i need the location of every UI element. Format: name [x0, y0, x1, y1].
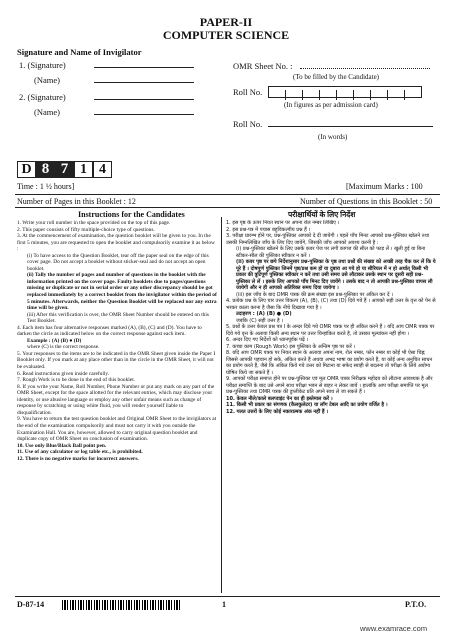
roll-words-line[interactable] [268, 126, 433, 127]
signature-2-label: 2. (Signature) [19, 92, 66, 102]
instr-en-11: 11. Use of any calculator or log table etc., is prohibited. [17, 449, 143, 456]
instr-en-2: 2. This paper consists of fifty multiple-choice type of questions. [17, 226, 155, 233]
instr-en-3: 3. At the commencement of examination, the question booklet will be given to you. In the first 5 minutes, you are requested to open the booklet and compulsorily examine it as below : [17, 233, 215, 253]
instr-hi-6: 6. अन्दर दिए गए निर्देशों को ध्यानपूर्वक पढ़ें । [226, 337, 309, 343]
instr-en-9: 9. You have to return the test question booklet and Original OMR Sheet to the invigilators at the end of the examination compulsorily and must not carry it with you outside the Examination Hall. You are, however, allowed to carry original question booklet and duplicate copy of OMR Sheet on conclusion of examination. [17, 416, 217, 443]
pto-label: P.T.O. [405, 600, 427, 609]
instr-hi-1: 1. इस पृष्ठ के ऊपर नियत स्थान पर अपना रोल नम्बर लिखिए । [226, 220, 340, 226]
instr-en-3ii: (ii) Tally the number of pages and number of questions in the booklet with the information printed on the cover page. Faulty booklets due to pages/questions missing or duplicate or not in serial order or any other discrepancy should be got replaced immediately by a correct booklet from the invigilator within the period of 5 minutes. Afterwards, neither the Question Booklet will be replaced nor any extra time will be given. [27, 272, 217, 312]
signature-2-line [94, 99, 194, 100]
watermark: www.examrace.com [360, 624, 428, 633]
instructions-en-title: Instructions for the Candidates [78, 210, 185, 219]
instr-en-8: 8. If you write your Name, Roll Number, Phone Number or put any mark on any part of the OMR Sheet, except for the space allotted for the relevant entries, which may disclose your identity, or use abusive language or employ any other unfair means such as change of response by scratching or using white fluid, you will render yourself liable to disqualification. [17, 383, 215, 416]
omr-sheet-label: OMR Sheet No. : [233, 61, 293, 71]
instr-hi-5: 5. प्रश्नों के उत्तर केवल प्रश्न पत्र I के अन्दर दिये गये OMR पत्रक पर ही अंकित करने हैं । यदि आप OMR पत्रक पर दिये गये वृत्त के अलावा किसी अन्य स्थान पर उत्तर चिन्हांकित करते है, तो उसका मूल्यांकन नहीं होगा । [226, 324, 435, 337]
instr-en-4: 4. Each item has four alternative responses marked (A), (B), (C) and (D). You have to darken the circle as indicated below on the correct response against each item. [17, 324, 202, 338]
omr-sheet-line[interactable] [300, 68, 430, 69]
omr-fill-note: (To be filled by the Candidate) [293, 73, 380, 81]
subject-title: COMPUTER SCIENCE [162, 28, 290, 42]
time-label: Time : 1 ½ hours] [17, 182, 75, 191]
instr-en-1: 1. Write your roll number in the space provided on the top of this page. [17, 220, 171, 226]
name-2-label: (Name) [34, 107, 60, 117]
instr-hi-11: 11. किसी भी प्रकार का संगणक (कैलकुलेटर) या लॉग टेबल आदि का प्रयोग वर्जित है । [226, 402, 388, 408]
roll-words-label: Roll No. [233, 119, 263, 129]
instr-hi-7: 7. कच्चा काम (Rough Work) इस पुस्तिका के अन्तिम पृष्ठ पर करें । [226, 343, 356, 350]
name-1-line [94, 82, 194, 83]
divider-footer [15, 596, 440, 597]
pages-count: Number of Pages in this Booklet : 12 [17, 197, 136, 206]
instr-hi-10: 10. केवल नीले/काले बलप्वाइंट पेन का ही इस्तेमाल करें । [226, 395, 333, 402]
instr-hi-3ii: (ii) कवर पृष्ठ पर छपे निर्देशानुसार प्रश्न-पुस्तिका के पृष्ठ तथा प्रश्नों की संख्या को अच्छी तरह चैक कर लें कि ये पूरे हैं । दोषपूर्ण पुस्तिका जिनमें पृष्ठ/प्रश्न कम हों या दुबारा आ गये हो या सीरियल में न हो अर्थात् किसी भी प्रकार की त्रुटिपूर्ण पुस्तिका स्वीकार न करें तथा उसी समय उसे लौटाकर उसके स्थान पर दूसरी सही प्रश्न-पुस्तिका ले लें । इसके लिए आपको पाँच मिनट दिए जायेंगे । उसके बाद न तो आपकी प्रश्न-पुस्तिका वापस ली जायेगी और न ही आपको अतिरिक्त समय दिया जायेगा । [236, 259, 436, 291]
instr-en-example-note: where (C) is the correct response. [27, 344, 100, 351]
signature-1-line [94, 67, 194, 68]
instr-hi-9: 9. आपको परीक्षा समाप्त होने पर प्रश्न-पुस्तिका एवं मूल OMR पत्रक निरीक्षक महोदय को लौटाना आवश्यक है और परीक्षा समाप्ति के बाद उसे अपने साथ परीक्षा भवन से बाहर न लेकर जायें । हालांकि आप परीक्षा समाप्ति पर मूल प्रश्न-पुस्तिका तथा OMR पत्रक की डुप्लीकेट प्रति अपने साथ ले जा सकते हैं । [226, 376, 433, 395]
roll-words-note: (In words) [318, 133, 348, 141]
questions-count: Number of Questions in this Booklet : 50 [300, 197, 433, 206]
name-2-line [94, 114, 194, 115]
code-digit-4: 4 [93, 161, 112, 178]
instructions-hi-title: परीक्षार्थियों के लिए निर्देश [288, 210, 356, 219]
roll-no-label: Roll No. [233, 87, 263, 97]
code-letter: D [17, 161, 36, 178]
divider-top [15, 194, 440, 195]
instr-hi-12: 12. गलत उत्तरों के लिए कोई नकारात्मक अंक नहीं हैं । [226, 408, 329, 415]
code-digit-1: 8 [36, 161, 55, 178]
instr-en-3iii: (iii) After this verification is over, the OMR Sheet Number should be entered on this Test Booklet. [27, 311, 209, 325]
instr-en-example: Example : (A) (B) ● (D) [27, 337, 82, 344]
code-digit-3: 1 [74, 161, 93, 178]
instr-hi-example: उदाहरण : (A) (B) ● (D) [236, 311, 292, 317]
instr-en-3i: (i) To have access to the Question Booklet, tear off the paper seal on the edge of this cover page. Do not accept a booklet without sticker-seal and do not accept an open booklet. [27, 252, 209, 272]
barcode [62, 600, 180, 610]
instr-hi-3i: (i) प्रश्न-पुस्तिका खोलने के लिए उसके कवर पेज पर लगी कागज की सील को फाड़ लें । खुली हुई या बिना स्टीकर-सील की पुस्तिका स्वीकार न करें । [236, 246, 426, 259]
instr-en-6: 6. Read instructions given inside carefully. [17, 370, 110, 377]
instr-en-5: 5. Your responses to the items are to be indicated in the OMR Sheet given inside the Paper I Booklet only. If you mark at any place other than in the circle in the OMR Sheet, it will not be evaluated. [17, 350, 216, 371]
instr-hi-example-note: जबकि (C) सही उत्तर है । [236, 317, 284, 324]
code-digit-2: 7 [55, 161, 74, 178]
instr-hi-4: 4. प्रत्येक प्रश्न के लिए चार उत्तर विकल्प (A), (B), (C) तथा (D) दिये गये हैं । आपको सही उत्तर के वृत्त को पेन से भरकर काला करना है जैसा कि नीचे दिखाया गया है । [226, 298, 436, 311]
instr-en-10: 10. Use only Blue/Black Ball point pen. [17, 442, 107, 449]
roll-figures-note: (In figures as per admission card) [284, 101, 378, 109]
roll-no-boxes[interactable] [268, 86, 422, 98]
name-1-label: (Name) [34, 75, 60, 85]
instr-hi-3: 3. परीक्षा प्रारम्भ होने पर, प्रश्न-पुस्तिका आपको दे दी जायेगी । पहले पाँच मिनट आपको प्रश्न-पुस्तिका खोलने तथा उसकी निम्नलिखित जाँच के लिए दिए जायेंगे, जिसकी जाँच आपको अवश्य करनी है : [226, 233, 430, 246]
divider-mid [15, 207, 440, 208]
signature-1-label: 1. (Signature) [19, 60, 66, 70]
footer-code: D-87-14 [17, 600, 45, 609]
column-divider [221, 217, 222, 593]
max-marks-label: [Maximum Marks : 100 [346, 182, 423, 191]
instructions-en [17, 220, 217, 593]
instr-hi-8: 8. यदि आप OMR पत्रक पर नियत स्थान के अलावा अपना नाम, रोल नम्बर, फोन नम्बर या कोई भी ऐसा चिह्न जिससे आपकी पहचान हो सके, अंकित करते हैं अथवा अभद्र भाषा का प्रयोग करते हैं, या कोई अन्य अनुचित साधन का प्रयोग करते हैं, जैसे कि अंकित किये गये उत्तर को मिटाना या सफेद स्याही से बदलना तो परीक्षा के लिये अयोग्य घोषित किये जा सकते हैं । [226, 350, 433, 376]
instr-en-12: 12. There is no negative marks for incorrect answers. [17, 455, 139, 462]
page-number: 1 [222, 600, 226, 609]
paper-title: PAPER-II [199, 15, 253, 29]
instructions-hi [226, 220, 436, 593]
invigilator-heading: Signature and Name of Invigilator [17, 47, 142, 57]
instr-hi-3iii: (iii) इस जाँच के बाद OMR पत्रक की क्रम संख्या इस प्रश्न-पुस्तिका पर अंकित कर दें । [236, 291, 393, 298]
instr-hi-2: 2. इस प्रश्न-पत्र में पचास बहुविकल्पीय प्रश्न हैं । [226, 226, 311, 233]
instr-en-7: 7. Rough Work is to be done in the end of this booklet. [17, 377, 136, 384]
